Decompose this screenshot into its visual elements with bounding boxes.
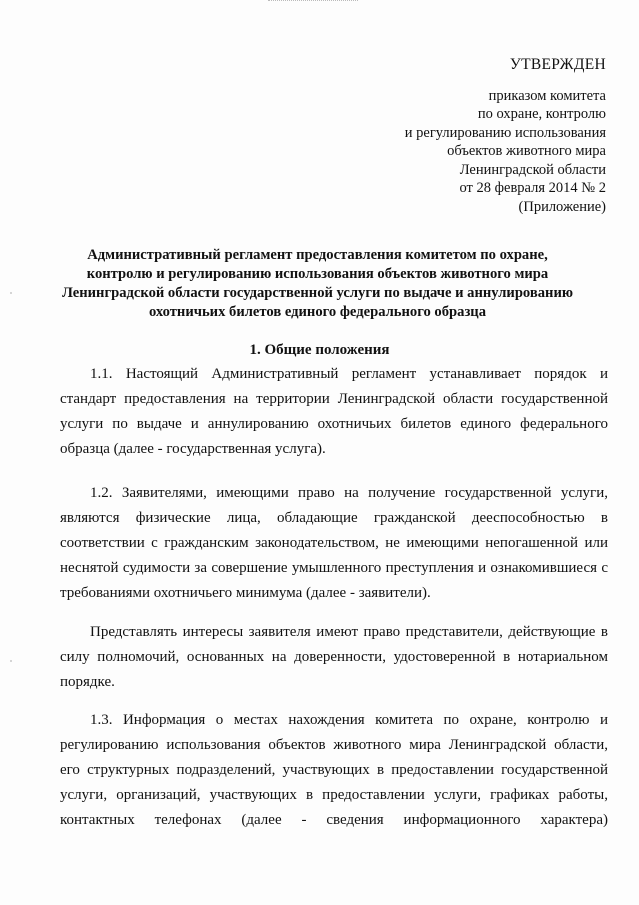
paragraph-line: являются физические лица, обладающие гражданской дееспособностью в: [60, 510, 608, 526]
paragraph-line: Представлять интересы заявителя имеют право представители, действующие в: [90, 624, 608, 640]
approval-line: (Приложение): [518, 198, 606, 215]
approval-line: приказом комитета: [488, 87, 606, 104]
scan-artifact: [268, 0, 358, 4]
approval-line: объектов животного мира: [447, 143, 606, 159]
paragraph-representatives: [60, 620, 608, 695]
scan-artifact: [10, 292, 12, 294]
paragraph-line: услуги по выдаче и аннулированию охотничьих билетов единого федерального: [60, 416, 608, 432]
approval-heading: УТВЕРЖДЕН: [509, 56, 606, 73]
paragraph-line: неснятой судимости за совершение умышленного преступления и ознакомившиеся с: [60, 560, 608, 576]
approval-line: Ленинградской области: [459, 161, 606, 178]
paragraph-line: 1.2. Заявителями, имеющими право на получение государственной услуги,: [90, 485, 608, 501]
paragraph-line: услуги, организаций, участвующих в предоставлении услуги, графиках работы,: [60, 787, 608, 803]
paragraph-line: 1.1. Настоящий Административный регламент устанавливает порядок и: [90, 366, 608, 382]
approval-line: от 28 февраля 2014 № 2: [459, 180, 606, 196]
approval-block: [405, 56, 606, 216]
paragraph-line: стандарт предоставления на территории Ленинградской области государственной: [60, 391, 608, 407]
paragraph-line: образца (далее - государственная услуга).: [60, 441, 326, 457]
paragraph-line: контактных телефонах (далее - сведения информационного характера): [60, 812, 608, 828]
section-heading: 1. Общие положения: [249, 342, 390, 358]
approval-line: и регулированию использования: [404, 124, 606, 141]
scan-artifact: [10, 660, 12, 662]
paragraph-line: 1.3. Информация о местах нахождения комитета по охране, контролю и: [90, 712, 608, 728]
paragraph-line: регулированию использования объектов животного мира Ленинградской области,: [60, 737, 608, 753]
paragraph-line: соответствии с гражданским законодательством, не имеющими непогашенной или: [60, 535, 608, 551]
paragraph-line: силу полномочий, основанных на доверенности, удостоверенной в нотариальном: [60, 649, 608, 665]
paragraph-1-1: [60, 362, 608, 462]
paragraph-line: требованиями охотничьего минимума (далее - заявители).: [60, 585, 431, 601]
title-line: контролю и регулированию использования объектов животного мира: [86, 266, 549, 282]
paragraph-line: его структурных подразделений, участвующих в предоставлении государственной: [60, 762, 608, 778]
paragraph-1-2: [60, 481, 608, 606]
paragraph-line: порядке.: [60, 674, 115, 690]
document-title: [40, 246, 595, 322]
title-line: Ленинградской области государственной услуги по выдаче и аннулированию: [61, 285, 574, 301]
paragraph-1-3: [60, 708, 608, 833]
approval-line: по охране, контролю: [477, 106, 606, 122]
title-line: охотничьих билетов единого федерального образца: [148, 304, 487, 320]
title-line: Административный регламент предоставления комитетом по охране,: [87, 247, 548, 263]
